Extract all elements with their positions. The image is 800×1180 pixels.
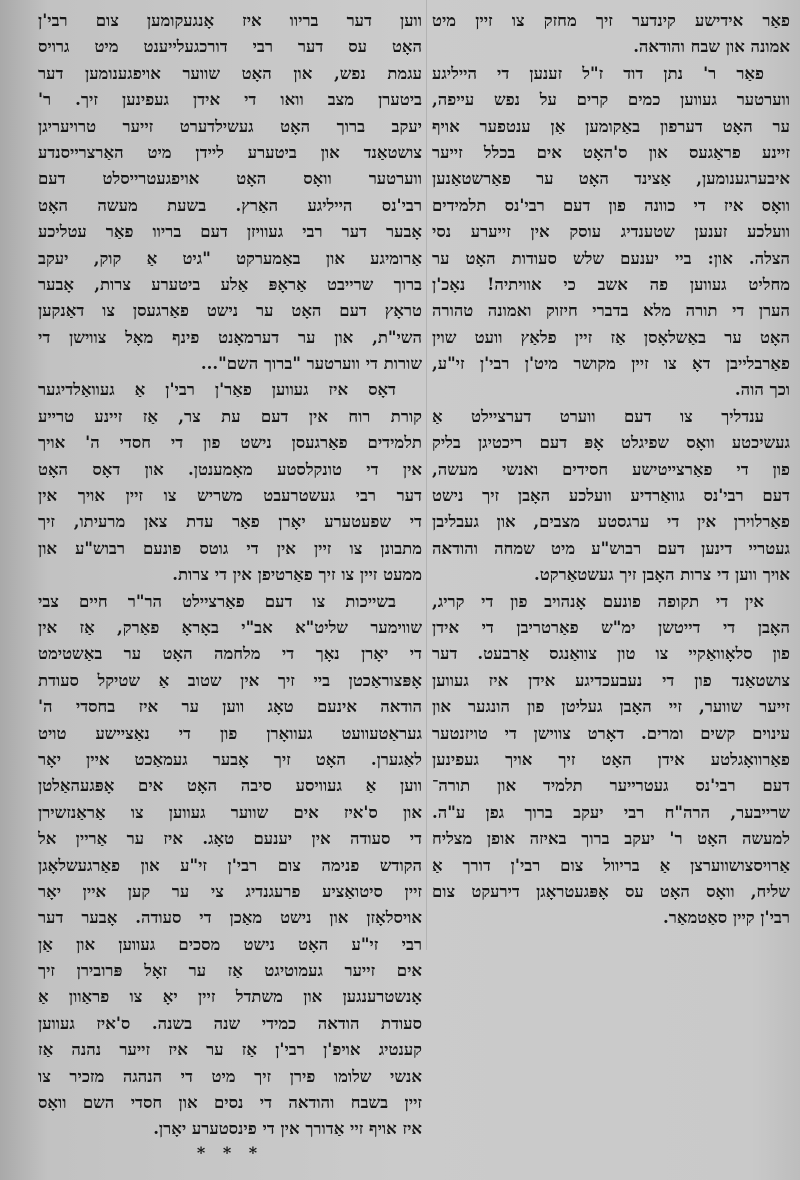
text-line: איבערגענומען, אַצינד האָט ער פאַרשטאַנען bbox=[432, 169, 790, 189]
text-line: בשייכות צו דעם פאַרציילט הר"ר חיים צבי bbox=[38, 591, 396, 611]
text-line: צושטאַנד פון די נעבעכדיגע אידן איז געווען bbox=[432, 670, 790, 690]
text-line: האָט ער באַשלאָסן אַז זיין פלאַץ וועט שוין bbox=[432, 327, 790, 347]
article-column-left bbox=[38, 8, 422, 1163]
text-line: שליח, וואָס האָט עס אָפּגעטראָגן דירעקט צום bbox=[432, 881, 790, 901]
text-line: אָנשטרענגען און משתדל זיין יאָ צו פראַוון אַ bbox=[38, 987, 422, 1007]
text-line: דעם רבי'נס געטרייער תלמיד און תורה־ bbox=[432, 776, 790, 796]
text-line: אָבער דער רבי געוויזן דעם בריוו פאַר עטליכע bbox=[38, 222, 422, 242]
text-line: שווימער שליט"א אב"י באָראָ פאַרק, אַז אין bbox=[38, 617, 422, 637]
text-line: הודאה אינעם טאָג ווען ער איז בחסדי ה' bbox=[38, 697, 422, 717]
text-line: ער האָט דערפון באַקומען אַן ענטפער אויף bbox=[432, 116, 790, 136]
section-break-stars: * * * bbox=[196, 1142, 264, 1162]
text-line: קענטיג אויפ'ן רבי'ן אַז ער איז זייער נהנה אַז bbox=[38, 1040, 422, 1060]
text-line: רבי'נס הייליגע האַרץ. בשעת מעשה האָט bbox=[38, 195, 422, 215]
article-paragraph bbox=[432, 8, 790, 61]
text-line: איז אויף זיי אַדורך אין די פינסטערע יאָרן. bbox=[153, 1119, 422, 1139]
text-line: שרייבער, הרה"ח רבי יעקב ברוך גפן ע"ה. bbox=[432, 802, 790, 822]
text-line: הצלה. און: ביי יענעם שלש סעודות האָט ער bbox=[432, 248, 790, 268]
text-line: מתבונן צו זיין אין די גוטס פונעם רבוש"ע און bbox=[38, 538, 422, 558]
text-line: ברוך שרייבט אַראָפּ אַלע ביטערע צרות, אָבער bbox=[38, 274, 422, 294]
article-paragraph bbox=[432, 61, 790, 404]
text-line: פון די פאַרצייטישע חסידים ואנשי מעשה, bbox=[432, 459, 790, 479]
text-line: אַרויסצושווערצן אַ בריוול צום רבי'ן דורך אַ bbox=[432, 855, 790, 875]
text-line: פאַרלוירן אין די ערגסטע מצבים, און געבליבן bbox=[432, 512, 790, 532]
text-line: למעשה האָט ר' יעקב ברוך באיזה אופן מצליח bbox=[432, 829, 790, 849]
text-line: אנשי שלומו פירן זיך מיט די הנהגה מזכיר צו bbox=[38, 1066, 422, 1086]
text-line: אמונה און שבח והודאה. bbox=[633, 37, 790, 57]
text-line: אים זייער געמוטיגט אַז ער זאָל פּרובירן זיך bbox=[38, 961, 422, 981]
text-line: געטריי דינען דעם רבוש"ע מיט שמחה והודאה bbox=[432, 538, 790, 558]
text-line: צושטאַנד און ביטערע ליידן מיט האַרצרייסנדע bbox=[38, 142, 422, 162]
text-line: ביטערן מצב וואו די אידן געפינען זיך. ר' bbox=[38, 90, 422, 110]
text-line: די יאָרן נאָך די מלחמה האָט ער באַשטימט bbox=[38, 644, 422, 664]
text-line: פאַר ר' נתן דוד ז"ל זענען די הייליגע bbox=[432, 63, 764, 83]
text-line: די סעודה אין יענעם טאָג. איז ער אַריין אל bbox=[38, 829, 422, 849]
text-line: השי"ת, און ער דערמאָנט פינף מאָל צווישן די bbox=[38, 327, 422, 347]
text-line: האָבן די דייטשן ימ"ש פאַרטריבן די אידן bbox=[432, 617, 790, 637]
text-line: די שפעטערע יאָרן פאַר עדת צאן מרעיתו, זיך bbox=[38, 512, 422, 532]
text-line: זיין סיטואַציע פרעגנדיג צי ער קען איין יאָר bbox=[38, 881, 422, 901]
text-line: אויסלאָזן און נישט מאַכן די סעודה. אָבער דער bbox=[38, 908, 422, 928]
article-column-right bbox=[432, 8, 790, 932]
text-line: אין די תקופה פונעם אָנהויב פון די קריג, bbox=[432, 591, 764, 611]
text-line: ווען אַ געוויסע סיבה האָט אים אָפּגעהאַלטן bbox=[38, 776, 422, 796]
text-line: תלמידים פאַרגעסן נישט פון די חסדי ה' אויך bbox=[38, 433, 422, 453]
text-line: הערן די תורה מלא בדברי חיזוק ואמונה טהורה bbox=[432, 301, 790, 321]
article-paragraph bbox=[432, 404, 790, 589]
text-line: וכך הוה. bbox=[734, 380, 790, 400]
text-line: מחליט געווען פה אשב כי אוויתיה! נאָכ'ן bbox=[432, 274, 790, 294]
text-line: ווען דער בריוו איז אָנגעקומען צום רבי'ן bbox=[38, 11, 422, 30]
text-line: ווערטער וואָס האָט אויפגעטרייסלט דעם bbox=[38, 169, 422, 189]
text-line: שורות די ווערטער "ברוך השם"... bbox=[200, 354, 422, 374]
text-line: זיין בשבח והודאה די נסים און חסדי השם וואָס bbox=[38, 1093, 422, 1113]
text-line: וועלכע זענען שטענדיג עוסק אין זייערע נסי bbox=[432, 222, 790, 242]
text-line: פון סלאָוואַקיי צו טון צוואַנגס אַרבעט. דער bbox=[432, 644, 790, 664]
text-line: פאַרוואָגלטע אידן האָט זיך אויך געפינען bbox=[432, 749, 790, 769]
text-line: זיינע פראַגעס און ס'האָט אים בכלל זייער bbox=[432, 142, 790, 162]
article-paragraph bbox=[38, 589, 422, 1143]
text-line: געראַטעוועט געוואָרן פון די נאַציישע טויט bbox=[38, 723, 422, 743]
text-line: קורת רוח אין דעם עת צר, אַז זיינע טרייע bbox=[38, 406, 422, 426]
text-line: וואָס איז די כוונה פון דעם רבי'נס תלמידים bbox=[432, 195, 790, 215]
text-line: און ס'איז אים שווער געווען צו אַראַנזשירן bbox=[38, 802, 422, 822]
text-line: רבי זי"ע האָט נישט מסכים געווען און אַן bbox=[38, 934, 422, 954]
text-line: עגמת נפש, און האָט שווער אויפגענומען דער bbox=[38, 63, 422, 83]
text-line: עינוים קשים ומרים. דאָרט צווישן די טויזנטער bbox=[432, 723, 790, 743]
article-paragraph bbox=[38, 8, 422, 377]
article-paragraph bbox=[432, 589, 790, 932]
text-line: לאַגערן. האָט זיך אָבער געמאַכט איין יאָר bbox=[38, 749, 422, 769]
text-line: זייער שווער, זיי האָבן געליטן פון הונגער און bbox=[432, 697, 790, 717]
text-line: סעודת הודאה כמידי שנה בשנה. ס'איז געווען bbox=[38, 1013, 422, 1033]
article-paragraph bbox=[38, 377, 422, 588]
text-line: הקודש פנימה צום רבי'ן זי"ע און פאַרגעשלאָגן bbox=[38, 855, 422, 875]
text-line: אַרומיגע און באַמערקט "גיט אַ קוק, יעקב bbox=[38, 248, 422, 268]
text-line: טראָץ דעם האָט ער נישט פאַרגעסן צו דאַנקען bbox=[38, 301, 422, 321]
text-line: דער רבי געשטרעבט משריש צו זיין אויך אין bbox=[38, 486, 422, 506]
text-line: יעקב ברוך האָט געשילדערט זייער טרויעריגן bbox=[38, 116, 422, 136]
text-line: דעם רבי'נס גוואַרדיע וועלכע האָבן זיך נישט bbox=[432, 486, 790, 506]
text-line: ווערטער געווען כמים קרים על נפש עייפה, bbox=[432, 90, 790, 110]
text-line: פאַר אידישע קינדער זיך מחזק צו זיין מיט bbox=[432, 11, 790, 30]
text-line: ממעט זיין צו זיך פאַרטיפן אין די צרות. bbox=[172, 565, 422, 585]
text-line: דאָס איז געווען פאַר'ן רבי'ן אַ געוואַלדיגער bbox=[38, 380, 396, 400]
text-line: רבי'ן קיין סאַטמאַר. bbox=[663, 908, 790, 928]
text-line: געשיכטע וואָס שפיגלט אָפּ דעם ריכטיגן בליק bbox=[432, 433, 790, 453]
text-line: אין די טונקלסטע מאָמענטן. און דאָס האָט bbox=[38, 459, 422, 479]
text-line: פאַרבלייבן דאָ צו זיין מקושר מיט'ן רבי'ן זי"ע, bbox=[432, 354, 790, 374]
text-line: האָט עס דער רבי דורכגעלייענט מיט גרויס bbox=[38, 37, 422, 57]
column-divider bbox=[426, 0, 427, 950]
text-line: אויך ווען די צרות האָבן זיך געשטאַרקט. bbox=[534, 565, 790, 585]
text-line: ענדליך צו דעם ווערט דערציילט אַ bbox=[432, 406, 764, 426]
text-line: אָפּצוראַכטן ביי זיך אין שטוב אַ שטיקל סעודת bbox=[38, 670, 422, 690]
